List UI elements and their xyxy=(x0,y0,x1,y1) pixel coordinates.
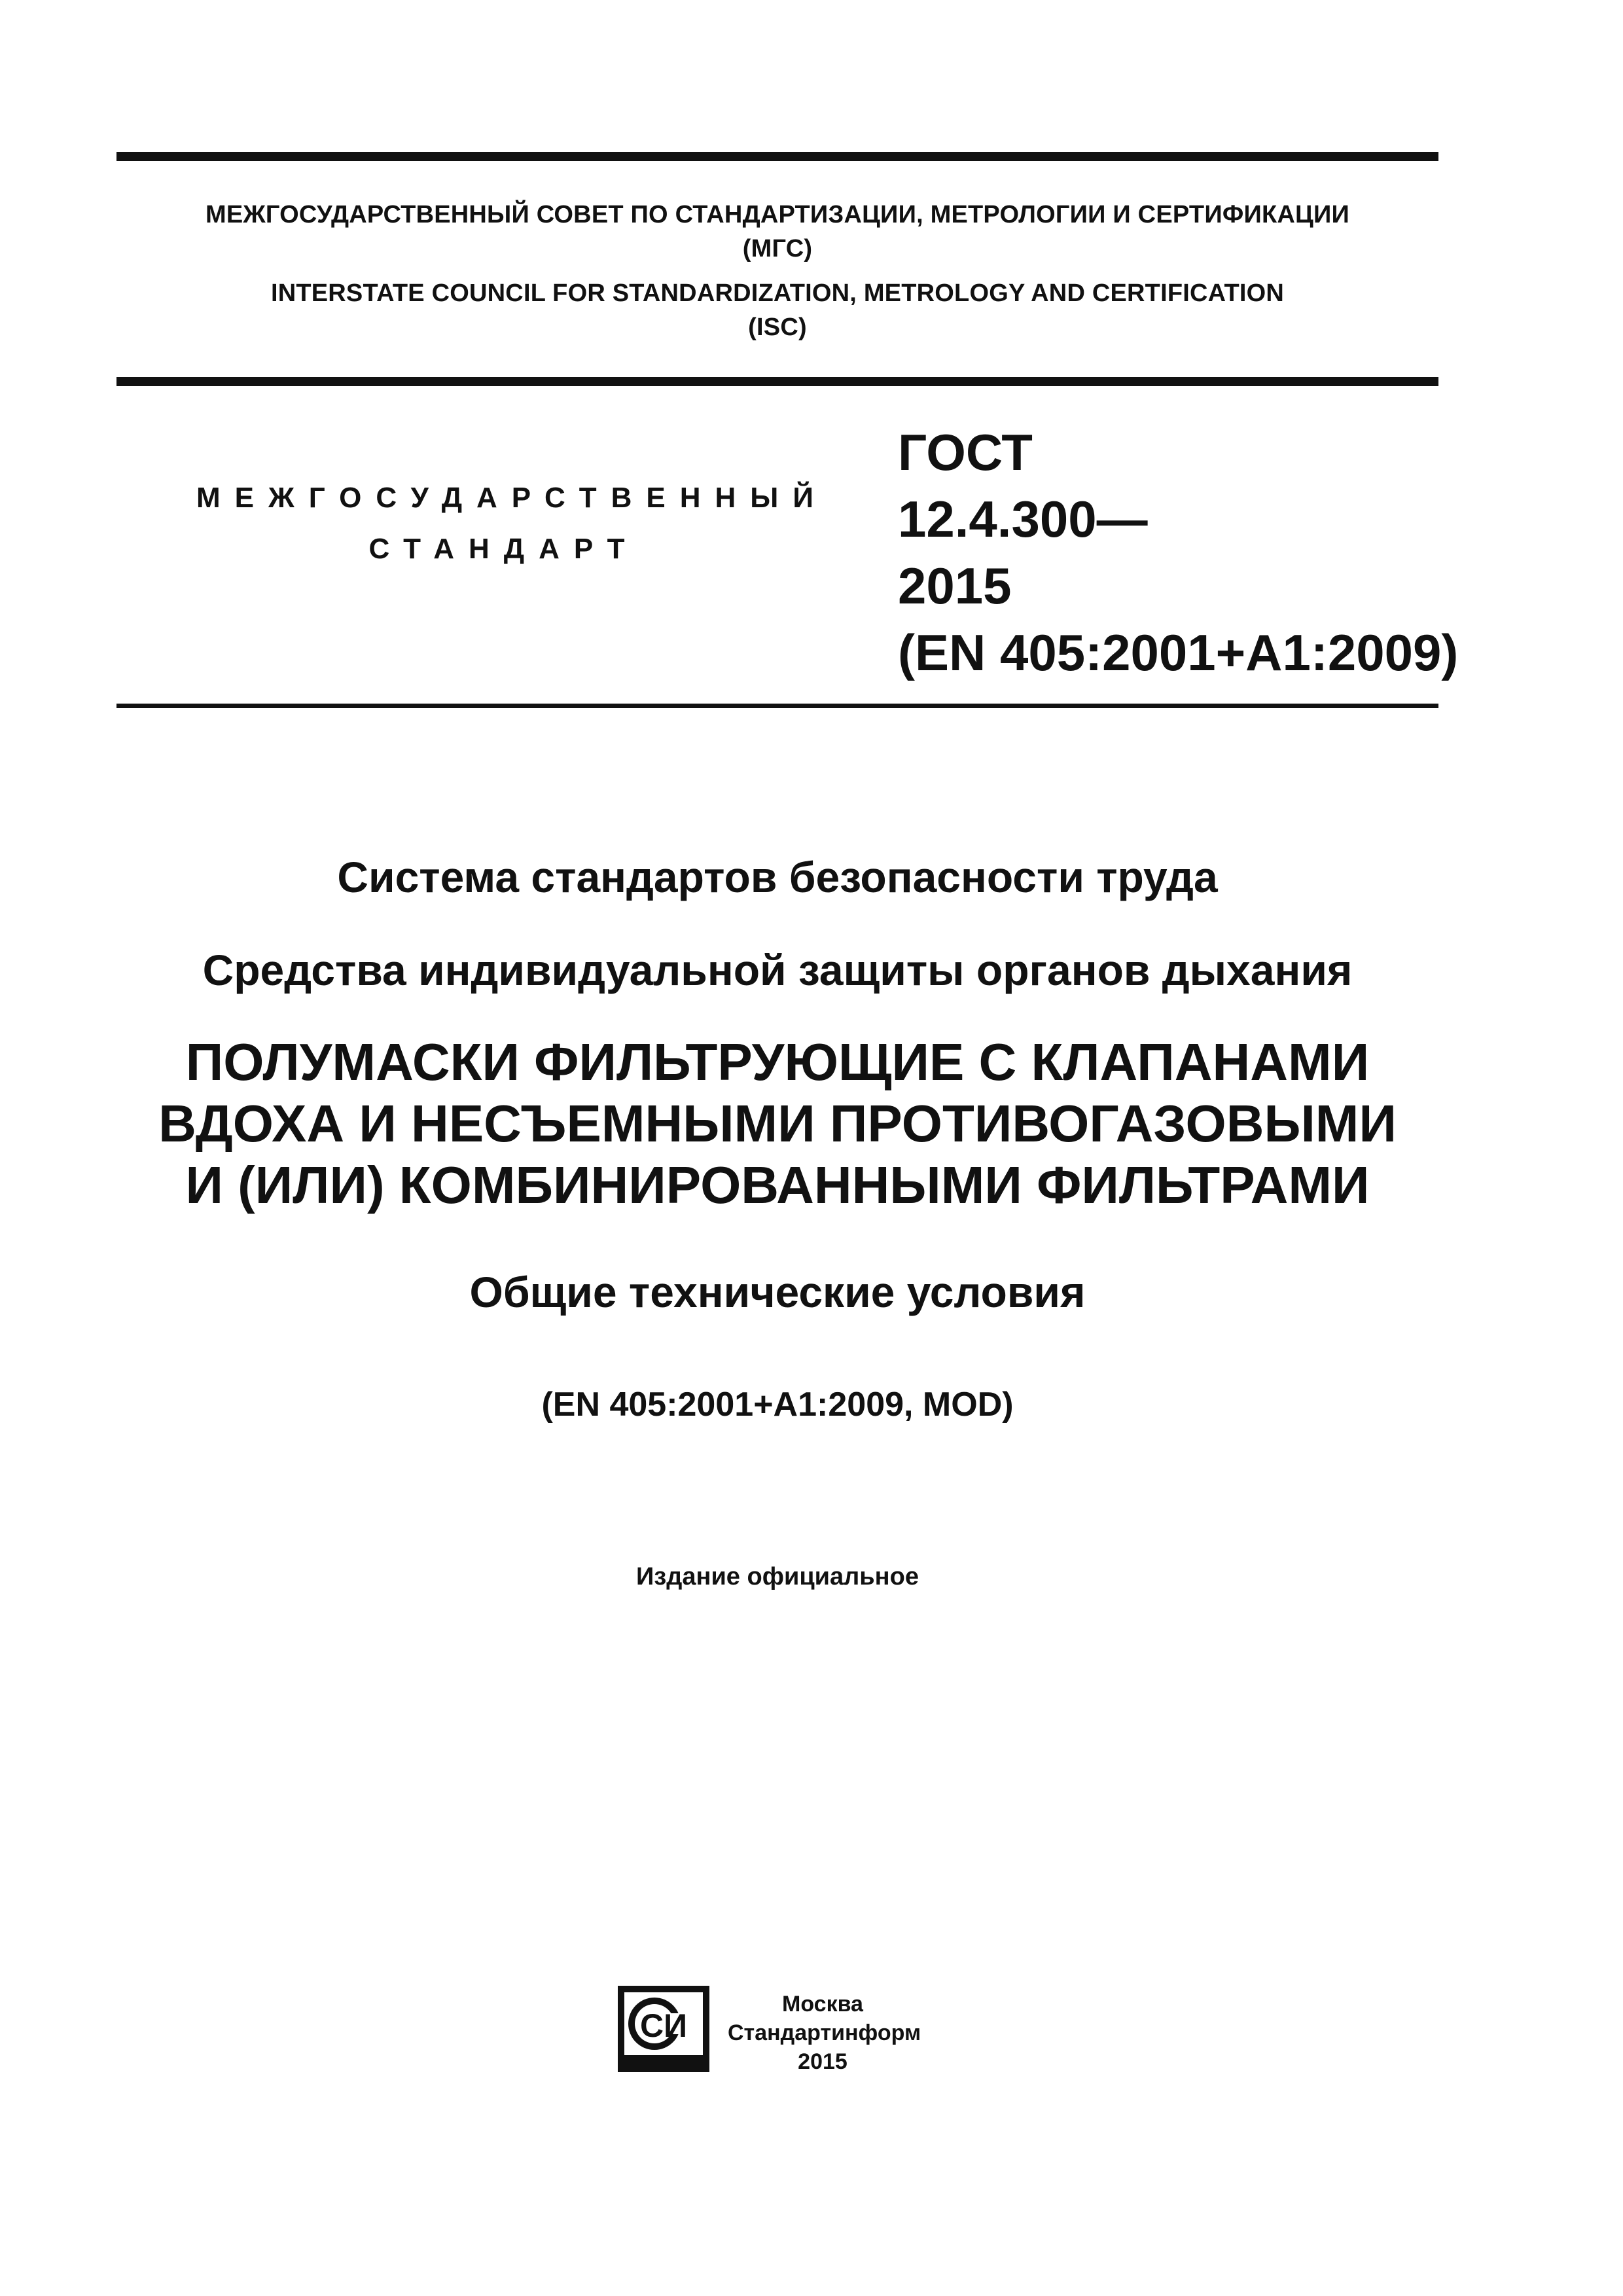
gost-number: 12.4.300— xyxy=(898,490,1148,548)
title-mod-reference: (EN 405:2001+A1:2009, MOD) xyxy=(541,1386,1014,1424)
publisher-info xyxy=(728,1990,921,2076)
title-conditions: Общие технические условия xyxy=(469,1268,1086,1316)
title-main xyxy=(116,1031,1438,1216)
publisher-city: Москва xyxy=(782,1992,863,2017)
logo-text: СИ xyxy=(639,2007,688,2044)
edition-label: Издание официальное xyxy=(636,1563,919,1590)
publisher-year: 2015 xyxy=(798,2049,847,2074)
gost-prefix: ГОСТ xyxy=(898,423,1033,481)
standard-type-line: МЕЖГОСУДАРСТВЕННЫЙ xyxy=(196,482,828,514)
title-system: Система стандартов безопасности труда xyxy=(337,853,1218,901)
standard-type-label xyxy=(196,473,828,575)
standartinform-logo-icon xyxy=(615,1983,712,2075)
title-main-line: И (ИЛИ) КОМБИНИРОВАННЫМИ ФИЛЬТРАМИ xyxy=(185,1156,1370,1214)
gost-year: 2015 xyxy=(898,557,1012,615)
top-rule xyxy=(116,152,1438,161)
bottom-rule xyxy=(116,704,1438,708)
publisher-name: Стандартинформ xyxy=(728,2020,921,2045)
council-name-en-line: INTERSTATE COUNCIL FOR STANDARDIZATION, METROLOGY AND CERTIFICATION xyxy=(270,279,1285,307)
title-main-line: ВДОХА И НЕСЪЕМНЫМИ ПРОТИВОГАЗОВЫМИ xyxy=(158,1094,1397,1153)
council-abbr-ru: (МГС) xyxy=(742,235,813,262)
council-name-en xyxy=(116,276,1438,344)
title-ppe: Средства индивидуальной защиты органов дыхания xyxy=(202,946,1353,994)
council-name-ru-line: МЕЖГОСУДАРСТВЕННЫЙ СОВЕТ ПО СТАНДАРТИЗАЦИИ, МЕТРОЛОГИИ И СЕРТИФИКАЦИИ xyxy=(205,201,1350,228)
gost-designation xyxy=(898,419,1459,686)
standard-type-line: СТАНДАРТ xyxy=(368,533,639,565)
title-main-line: ПОЛУМАСКИ ФИЛЬТРУЮЩИЕ С КЛАПАНАМИ xyxy=(185,1033,1370,1091)
gost-en-reference: (EN 405:2001+A1:2009) xyxy=(898,624,1459,681)
middle-rule xyxy=(116,377,1438,386)
council-abbr-en: (ISC) xyxy=(748,314,807,341)
council-name-ru xyxy=(116,198,1438,266)
